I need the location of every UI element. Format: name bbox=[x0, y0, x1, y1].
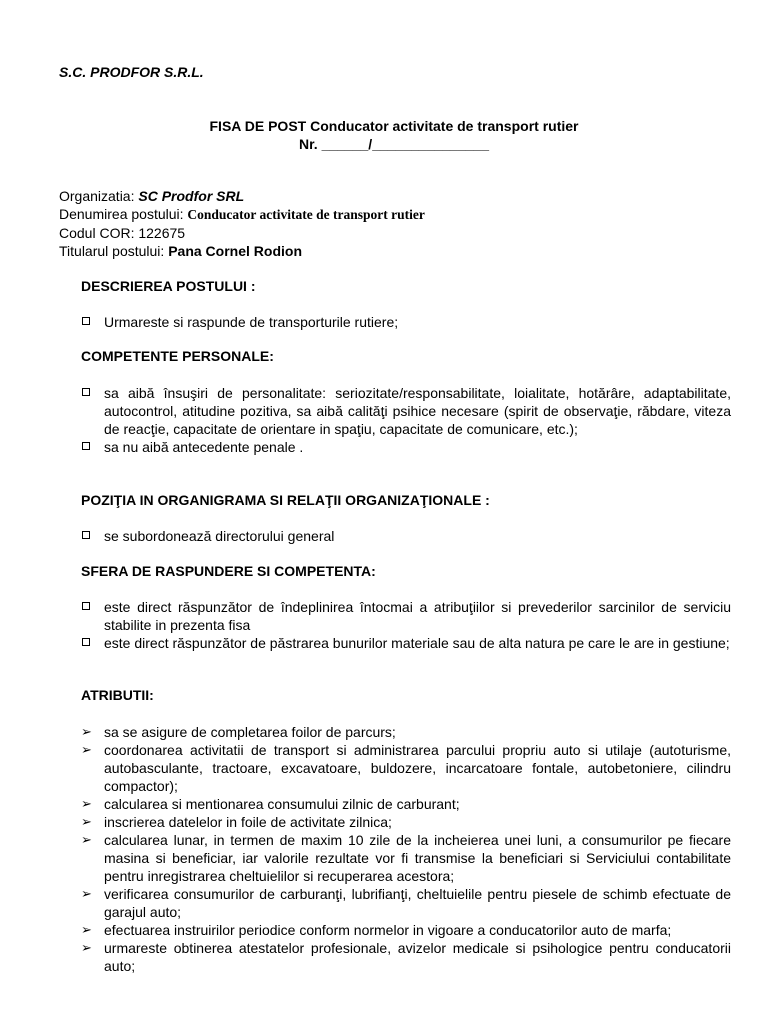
post-name-row bbox=[59, 205, 425, 224]
section-heading-pozitia: POZIŢIA IN ORGANIGRAMA SI RELAŢII ORGANIZAŢIONALE : bbox=[81, 492, 490, 508]
section-heading-atributii: ATRIBUTII: bbox=[81, 687, 154, 703]
square-bullet-icon bbox=[82, 638, 90, 646]
list-item: ➢ verificarea consumurilor de carburanţi, lubrifianţi, cheltuielile pentru piesele de schimb efectuate de garajul auto; bbox=[81, 886, 731, 920]
list-item: ➢ calcularea si mentionarea consumului zilnic de carburant; bbox=[81, 796, 460, 812]
organization-value: SC Prodfor SRL bbox=[138, 188, 245, 204]
post-name-label: Denumirea postului: bbox=[59, 206, 188, 222]
atributii-list bbox=[81, 723, 731, 975]
descriere-list bbox=[81, 313, 731, 331]
list-item: ➢ calcularea lunar, in termen de maxim 10 zile de la incheierea unei luni, a consumurilor pe fiecare masina si beneficiar, iar valorile rezultate vor fi transmise la beneficiari si Serviciului contabilitate pentru inregistrarea cheltuielilor si recuperarea acestora; bbox=[81, 832, 731, 884]
square-bullet-icon bbox=[82, 442, 90, 450]
title-line-1: FISA DE POST Conducator activitate de transport rutier bbox=[209, 118, 579, 134]
holder-label: Titularul postului: bbox=[59, 243, 169, 259]
list-item: sa aibă însuşiri de personalitate: seriozitate/responsabilitate, loialitate, hotărâre, adaptabilitate, autocontrol, atitudine pozitiva, sa aibă calităţi psihice necesare (spirit de observaţie, răbdare, viteza de reacţie, capacitate de orientare in spaţiu, capacitate de comunicare, etc.); bbox=[81, 384, 731, 438]
pozitia-list bbox=[81, 527, 731, 545]
title-number-line: Nr. ______/_______________ bbox=[299, 136, 489, 152]
competente-list bbox=[81, 384, 731, 456]
cor-code-row bbox=[59, 224, 425, 242]
arrow-bullet-icon: ➢ bbox=[81, 922, 92, 937]
arrow-bullet-icon: ➢ bbox=[81, 796, 92, 811]
square-bullet-icon bbox=[82, 531, 90, 539]
list-item: Urmareste si raspunde de transporturile rutiere; bbox=[81, 313, 731, 331]
section-heading-competente: COMPETENTE PERSONALE: bbox=[81, 348, 274, 364]
list-item: se subordonează directorului general bbox=[81, 527, 731, 545]
sfera-list bbox=[81, 598, 731, 652]
arrow-bullet-icon: ➢ bbox=[81, 886, 92, 901]
section-heading-descriere: DESCRIEREA POSTULUI : bbox=[81, 278, 256, 294]
arrow-bullet-icon: ➢ bbox=[81, 940, 92, 955]
list-item: ➢ coordonarea activitatii de transport si administrarea parcului propriu auto si utilaje (autoturisme, autobasculante, tractoare, excavatoare, buldozere, incarcatoare fontale, autobetoniere, cilindru compactor); bbox=[81, 742, 731, 794]
organization-label: Organizatia: bbox=[59, 188, 139, 204]
list-item: ➢ efectuarea instruirilor periodice conform normelor in vigoare a conducatorilor auto de marfa; bbox=[81, 922, 672, 938]
list-item: este direct răspunzător de păstrarea bunurilor materiale sau de alta natura pe care le are in gestiune; bbox=[81, 634, 731, 652]
square-bullet-icon bbox=[82, 388, 90, 396]
holder-value: Pana Cornel Rodion bbox=[168, 243, 302, 259]
arrow-bullet-icon: ➢ bbox=[81, 814, 92, 829]
arrow-bullet-icon: ➢ bbox=[81, 832, 92, 847]
list-item: ➢ sa se asigure de completarea foilor de parcurs; bbox=[81, 724, 396, 740]
list-item: ➢ inscrierea datelelor in foile de activitate zilnica; bbox=[81, 814, 392, 830]
list-item: este direct răspunzător de îndeplinirea întocmai a atribuţiilor si prevederilor sarcinilor de serviciu stabilite in prezenta fisa bbox=[81, 598, 731, 634]
document-title bbox=[0, 117, 768, 153]
list-item: sa nu aibă antecedente penale . bbox=[81, 438, 731, 456]
cor-code-label: Codul COR: bbox=[59, 225, 139, 241]
post-name-value: Conducator activitate de transport rutier bbox=[187, 207, 425, 222]
square-bullet-icon bbox=[82, 317, 90, 325]
job-info-block bbox=[59, 187, 425, 260]
section-heading-sfera: SFERA DE RASPUNDERE SI COMPETENTA: bbox=[81, 563, 376, 579]
arrow-bullet-icon: ➢ bbox=[81, 742, 92, 757]
company-name: S.C. PRODFOR S.R.L. bbox=[59, 64, 204, 80]
cor-code-value: 122675 bbox=[138, 225, 186, 241]
list-item: ➢ urmareste obtinerea atestatelor profesionale, avizelor medicale si psihologice pentru conducatorii auto; bbox=[81, 940, 731, 974]
organization-row bbox=[59, 187, 425, 205]
square-bullet-icon bbox=[82, 602, 90, 610]
arrow-bullet-icon: ➢ bbox=[81, 724, 92, 739]
holder-row bbox=[59, 242, 425, 260]
